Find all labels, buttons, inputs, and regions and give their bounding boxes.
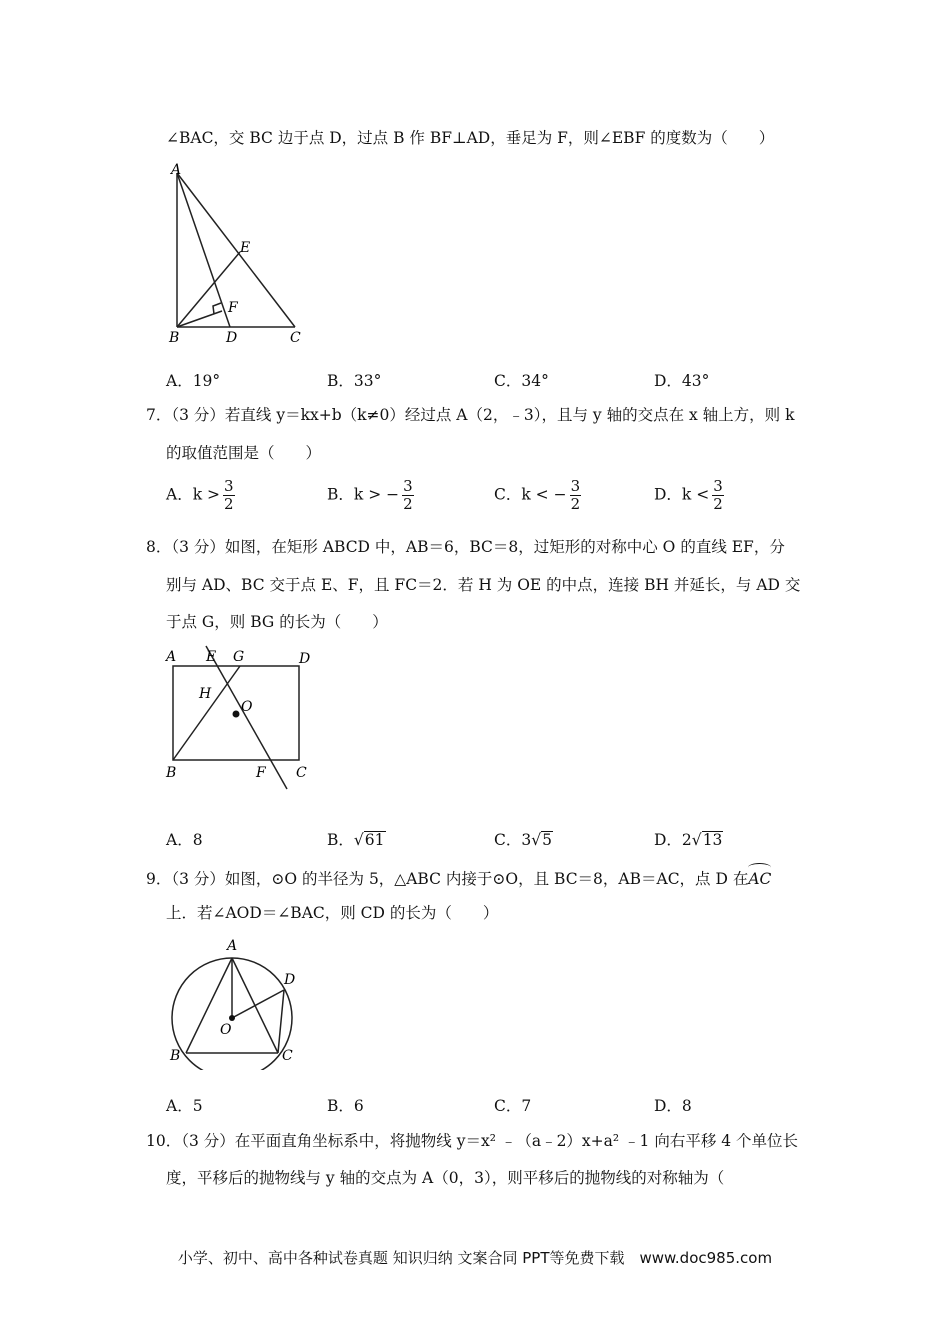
q9-figure	[160, 935, 310, 1070]
radical-icon: √	[531, 831, 542, 849]
q6-option-a[interactable]: A．19°	[166, 372, 221, 390]
radical-icon: √	[691, 831, 702, 849]
q6-label-a: A	[171, 162, 182, 178]
q6-label-b: B	[169, 330, 180, 346]
q8-label-b: B	[166, 765, 177, 781]
q6-option-d[interactable]: D．43°	[654, 372, 710, 390]
q9-option-c[interactable]: C．7	[494, 1097, 532, 1115]
q7-line2: 的取值范围是（ ）	[166, 444, 322, 462]
q6-label-e: E	[240, 240, 251, 256]
q8-line2: 别与 AD、BC 交于点 E、F，且 FC＝2．若 H 为 OE 的中点，连接 BH 并延长，与 AD 交	[166, 576, 801, 594]
q6-option-b[interactable]: B．33°	[327, 372, 382, 390]
q9-label-b: B	[170, 1048, 181, 1064]
q7-option-d[interactable]: D．k < $\frac{3}{2}$	[654, 477, 723, 513]
q9-label-o: O	[220, 1022, 232, 1038]
q8-line1: 8．（3 分）如图，在矩形 ABCD 中，AB＝6，BC＝8，过矩形的对称中心 O 的直线 EF，分	[146, 538, 785, 556]
q8-line3: 于点 G，则 BG 的长为（ ）	[166, 613, 388, 631]
q8-option-d[interactable]: D．2√13	[654, 831, 723, 849]
q6-label-d: D	[226, 330, 238, 346]
q8-label-d: D	[299, 651, 311, 667]
q7-option-a[interactable]: A．k > $\frac{3}{2}$	[166, 477, 234, 513]
arc-ac: AC	[748, 866, 771, 889]
q6-label-c: C	[290, 330, 301, 346]
q6-option-c[interactable]: C．34°	[494, 372, 549, 390]
q9-option-d[interactable]: D．8	[654, 1097, 692, 1115]
q8-option-a[interactable]: A．8	[166, 831, 203, 849]
q8-figure	[160, 645, 320, 795]
q9-label-a: A	[227, 938, 238, 954]
q9-option-a[interactable]: A．5	[166, 1097, 203, 1115]
q10-line2: 度，平移后的抛物线与 y 轴的交点为 A（0，3），则平移后的抛物线的对称轴为（	[166, 1169, 725, 1187]
q8-option-c[interactable]: C．3√5	[494, 831, 552, 849]
q8-label-h: H	[199, 686, 212, 702]
page-footer: 小学、初中、高中各种试卷真题 知识归纳 文案合同 PPT等免费下载 www.doc985.com	[177, 1249, 773, 1267]
q8-label-o: O	[241, 699, 253, 715]
q8-label-c: C	[296, 765, 307, 781]
q9-option-b[interactable]: B．6	[327, 1097, 364, 1115]
q10-line1: 10．（3 分）在平面直角坐标系中，将抛物线 y＝x² ﹣（a﹣2）x+a² ﹣1 向右平移 4 个单位长	[146, 1132, 799, 1150]
q8-label-f: F	[256, 765, 266, 781]
q8-option-b[interactable]: B．√61	[327, 831, 385, 849]
q7-line1: 7．（3 分）若直线 y＝kx+b（k≠0）经过点 A（2，﹣3），且与 y 轴的交点在 x 轴上方，则 k	[146, 406, 795, 424]
q8-label-e: E	[206, 649, 217, 665]
q7-option-c[interactable]: C．k < − $\frac{3}{2}$	[494, 477, 581, 513]
q9-label-c: C	[282, 1048, 293, 1064]
q9-line1: 9．（3 分）如图，⊙O 的半径为 5，△ABC 内接于⊙O，且 BC＝8，AB＝AC，点 D 在AC	[146, 866, 771, 889]
radical-icon: √	[353, 831, 364, 849]
q8-label-a: A	[166, 649, 177, 665]
q7-option-b[interactable]: B．k > − $\frac{3}{2}$	[327, 477, 413, 513]
q6-figure	[160, 160, 320, 350]
q8-label-g: G	[233, 649, 245, 665]
q6-label-f: F	[228, 300, 238, 316]
q6-stem: ∠BAC，交 BC 边于点 D，过点 B 作 BF⊥AD，垂足为 F，则∠EBF 的度数为（ ）	[166, 129, 775, 147]
q9-line2: 上．若∠AOD＝∠BAC，则 CD 的长为（ ）	[166, 904, 499, 922]
q9-label-d: D	[284, 972, 296, 988]
